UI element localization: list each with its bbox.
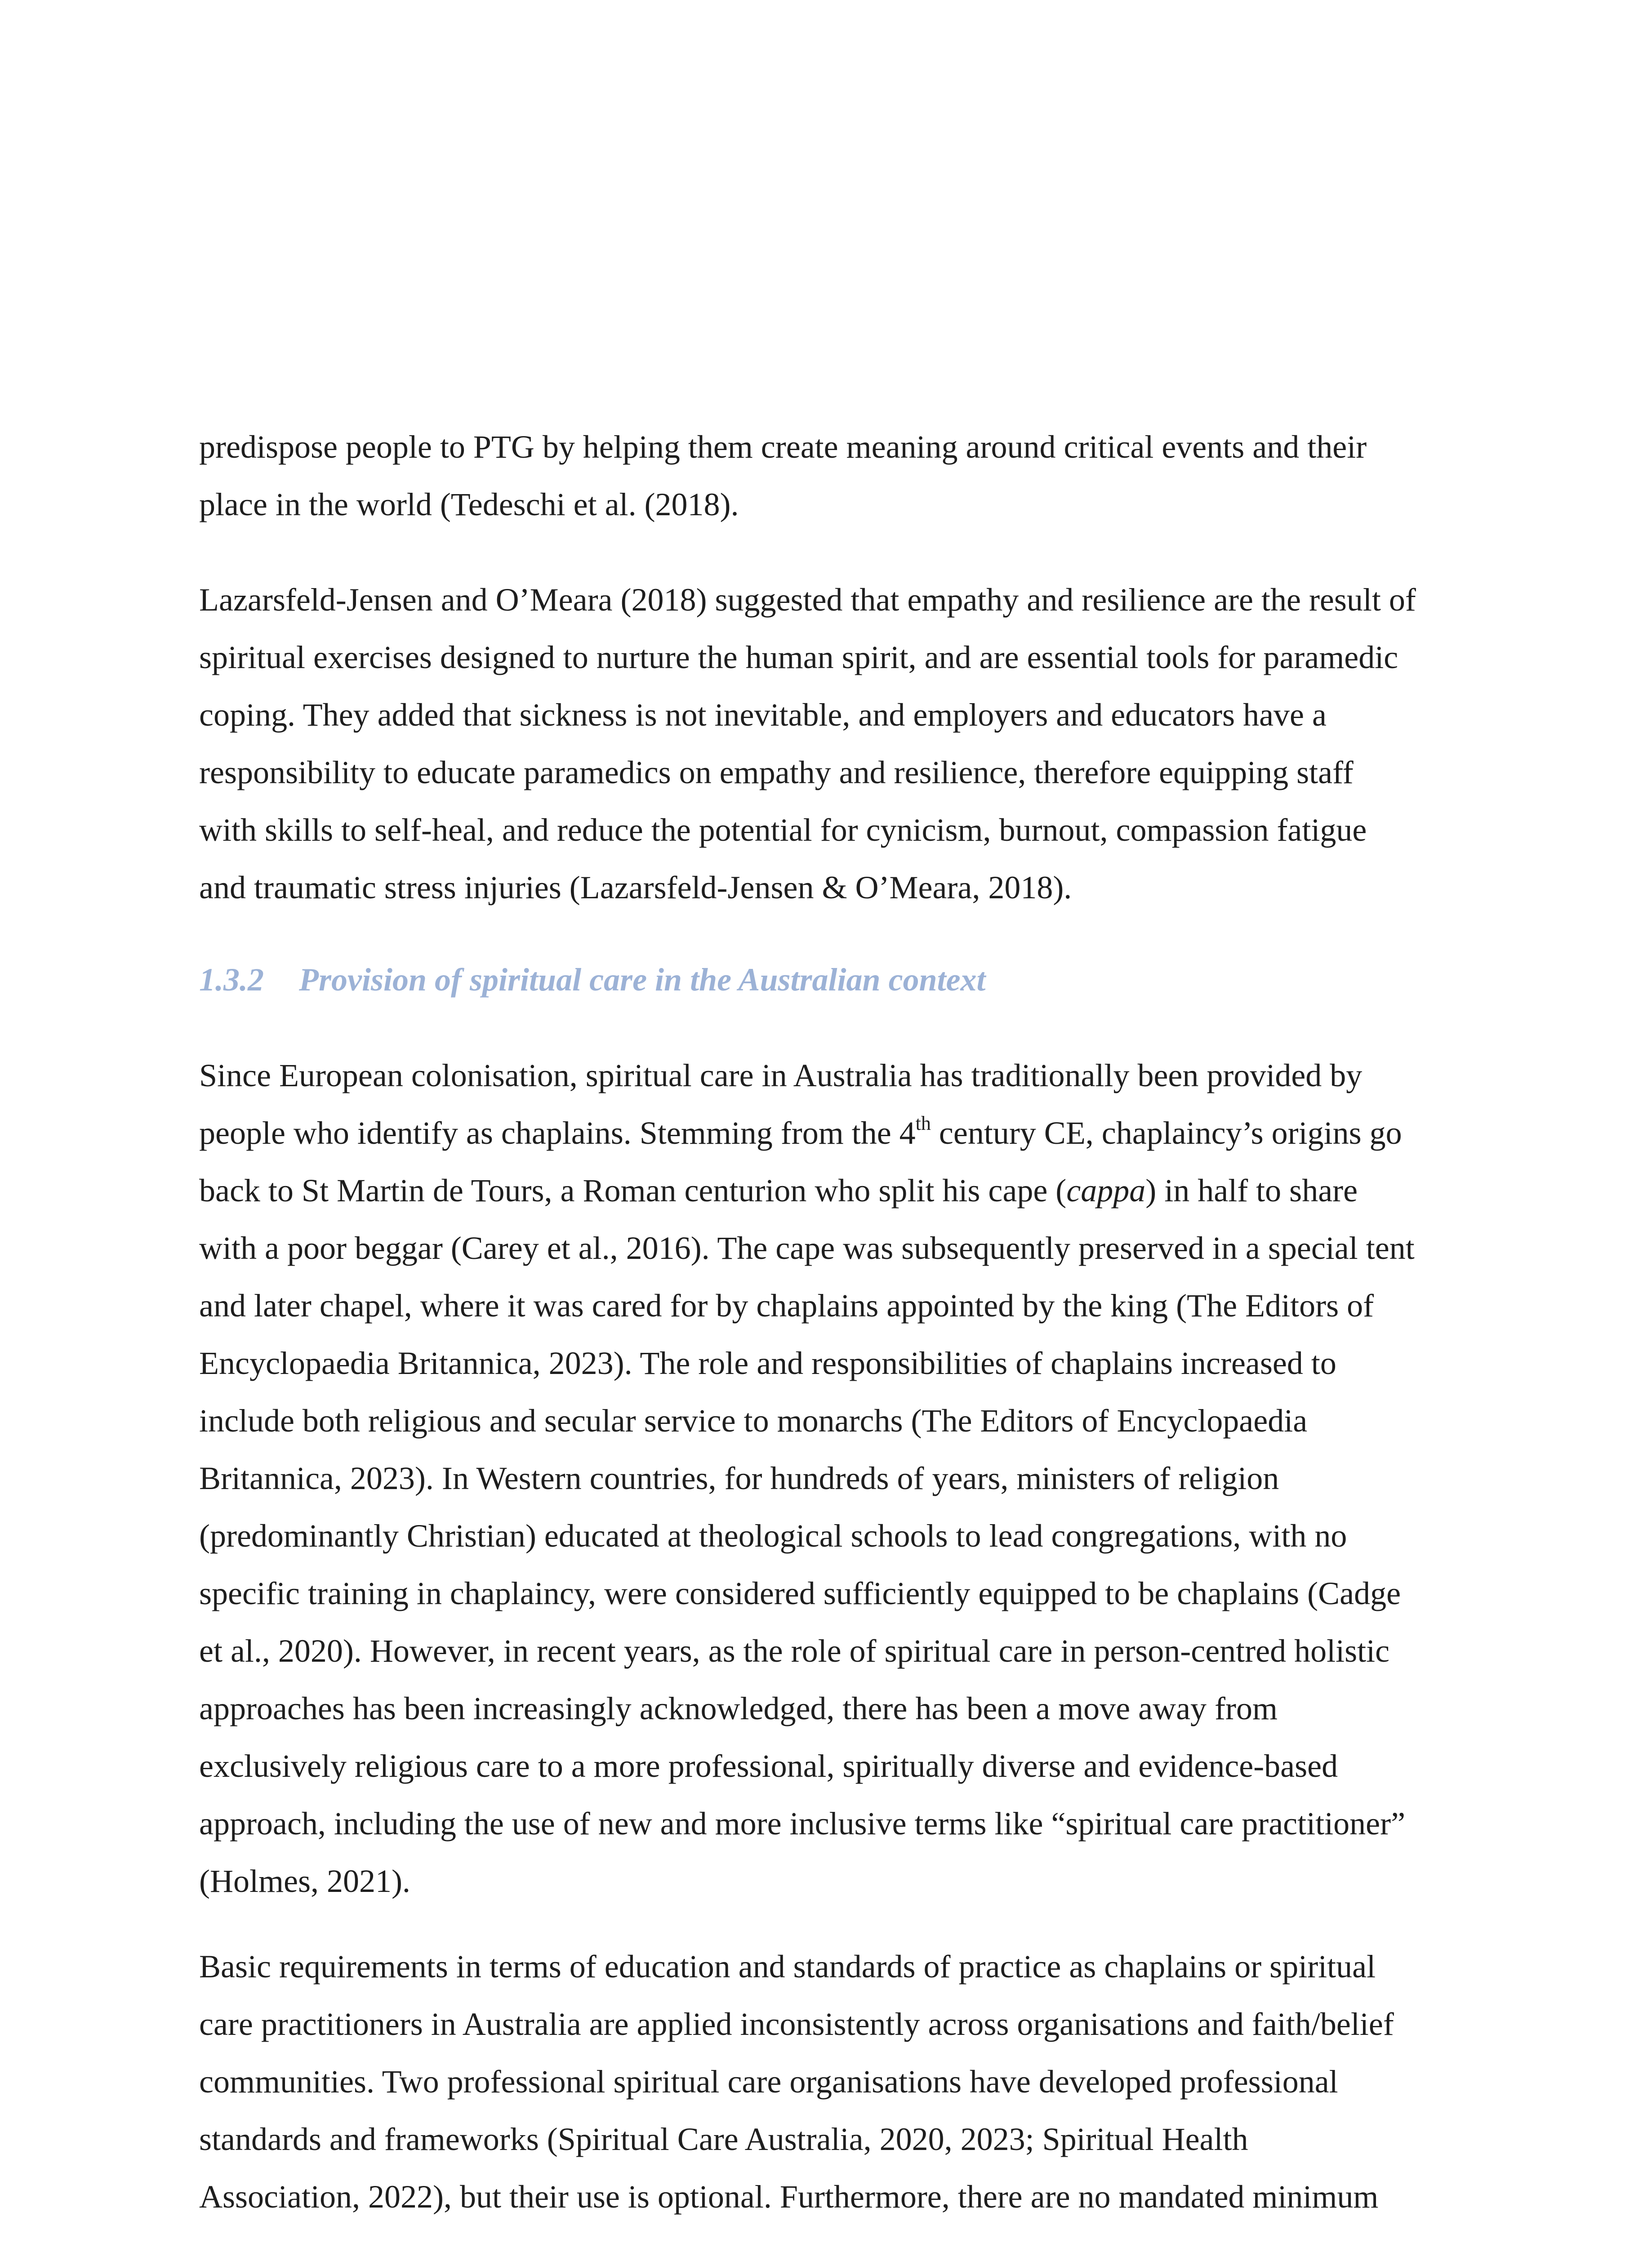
text-line: and later chapel, where it was cared for by chaplains appointed by the king (The Editors of [199,1288,1374,1324]
text-line: (Holmes, 2021). [199,1863,410,1899]
text-line: Lazarsfeld-Jensen and O’Meara (2018) suggested that empathy and resilience are the result of [199,582,1416,618]
text-line: Association, 2022), but their use is optional. Furthermore, there are no mandated minimum [199,2179,1379,2215]
text-line: communities. Two professional spiritual care organisations have developed professional [199,2064,1338,2100]
paragraph-ptg-meaning [199,418,1458,533]
section-title: Provision of spiritual care in the Australian context [299,962,986,998]
text-line: Basic requirements in terms of education and standards of practice as chaplains or spiritual [199,1949,1376,1985]
paragraph-chaplaincy-history [199,1047,1458,1910]
text-line: approaches has been increasingly acknowledged, there has been a move away from [199,1690,1278,1726]
text-line: Encyclopaedia Britannica, 2023). The role and responsibilities of chaplains increased to [199,1345,1336,1381]
text-line: predispose people to PTG by helping them create meaning around critical events and their [199,429,1367,465]
text-span: back to St Martin de Tours, a Roman centurion who split his cape ( [199,1173,1067,1209]
text-line: et al., 2020). However, in recent years, as the role of spiritual care in person-centred holistic [199,1633,1390,1669]
text-line: place in the world (Tedeschi et al. (2018). [199,486,739,522]
text-line [199,1104,1458,1162]
text-line: coping. They added that sickness is not inevitable, and employers and educators have a [199,697,1327,733]
text-line: care practitioners in Australia are applied inconsistently across organisations and faith/belief [199,2006,1394,2042]
text-span: ) in half to share [1145,1173,1358,1209]
text-line: with a poor beggar (Carey et al., 2016). The cape was subsequently preserved in a special tent [199,1230,1415,1266]
text-line: approach, including the use of new and more inclusive terms like “spiritual care practitioner” [199,1806,1406,1842]
superscript: th [915,1112,931,1134]
text-line: with skills to self-heal, and reduce the potential for cynicism, burnout, compassion fatigue [199,812,1367,848]
text-line: specific training in chaplaincy, were considered sufficiently equipped to be chaplains (Cadge [199,1575,1401,1611]
italic-term: cappa [1066,1173,1146,1209]
text-line: standards and frameworks (Spiritual Care Australia, 2020, 2023; Spiritual Health [199,2121,1248,2157]
text-line: Since European colonisation, spiritual care in Australia has traditionally been provided by [199,1057,1363,1093]
text-span: century CE, chaplaincy’s origins go [931,1115,1402,1151]
text-line: spiritual exercises designed to nurture the human spirit, and are essential tools for paramedic [199,639,1398,675]
text-line: (predominantly Christian) educated at theological schools to lead congregations, with no [199,1518,1347,1554]
section-number: 1.3.2 [199,962,264,998]
text-line: Britannica, 2023). In Western countries, for hundreds of years, ministers of religion [199,1460,1279,1496]
text-line: exclusively religious care to a more professional, spiritually diverse and evidence-based [199,1748,1338,1784]
text-line: responsibility to educate paramedics on empathy and resilience, therefore equipping staff [199,754,1354,790]
text-line: include both religious and secular service to monarchs (The Editors of Encyclopaedia [199,1403,1308,1439]
text-line: and traumatic stress injuries (Lazarsfeld-Jensen & O’Meara, 2018). [199,870,1072,905]
section-heading [199,951,986,1008]
paragraph-requirements [199,1938,1458,2226]
text-line [199,1162,1458,1219]
paragraph-empathy-resilience [199,571,1458,916]
text-span: people who identify as chaplains. Stemming from the 4 [199,1115,916,1151]
